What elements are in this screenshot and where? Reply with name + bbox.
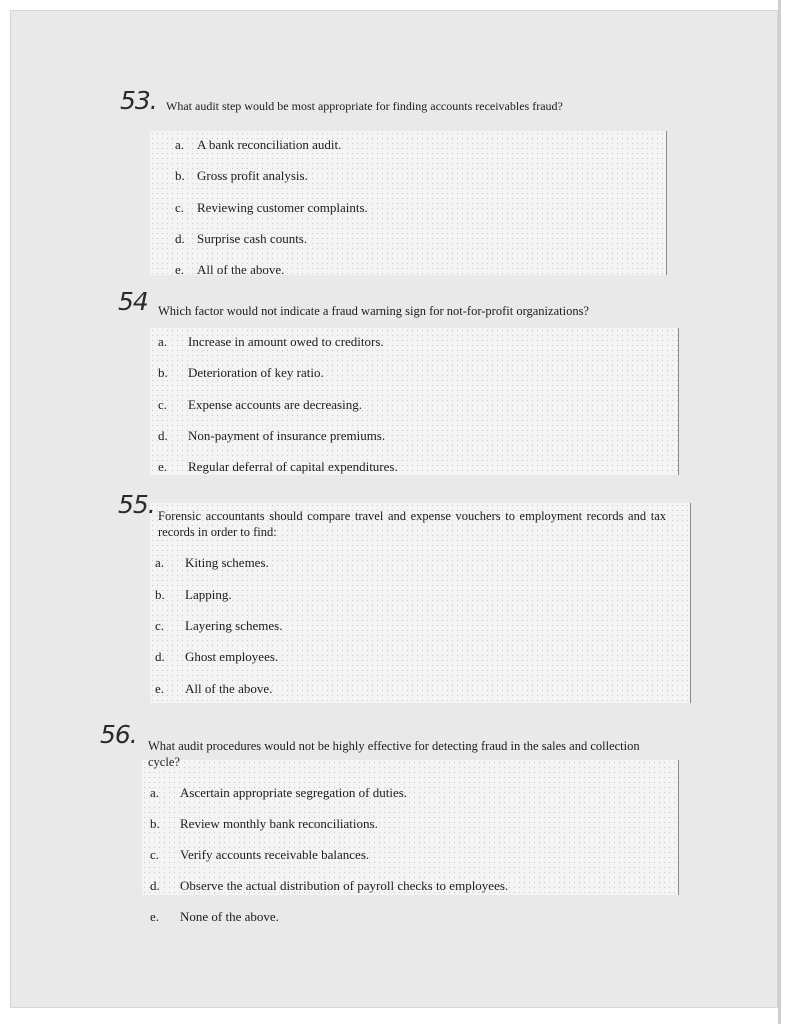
option-text: Layering schemes.	[185, 618, 283, 633]
option-letter: a.	[158, 334, 168, 349]
option-letter: d.	[158, 428, 168, 443]
option-text: Observe the actual distribution of payroll checks to employees.	[180, 878, 509, 893]
question-53-option-d[interactable]	[175, 231, 307, 247]
question-54-stem: Which factor would not indicate a fraud warning sign for not-for-profit organizations?	[158, 304, 589, 318]
option-text: Increase in amount owed to creditors.	[188, 334, 384, 349]
option-text: Review monthly bank reconciliations.	[180, 816, 378, 831]
question-53-stem: What audit step would be most appropriate for finding accounts receivables fraud?	[166, 99, 563, 113]
option-letter: c.	[150, 847, 160, 862]
option-letter: e.	[150, 909, 160, 924]
option-letter: c.	[158, 397, 168, 412]
question-53-number: 53.	[120, 86, 157, 115]
question-55-option-c[interactable]	[155, 618, 282, 634]
question-54-option-e[interactable]	[158, 459, 398, 475]
option-letter: b.	[155, 587, 165, 602]
page-edge	[778, 0, 781, 1024]
question-55-option-e[interactable]	[155, 681, 272, 697]
option-text: Kiting schemes.	[185, 555, 269, 570]
option-text: None of the above.	[180, 909, 279, 924]
option-text: Lapping.	[185, 587, 232, 602]
question-55-number: 55.	[118, 490, 155, 519]
option-text: Surprise cash counts.	[197, 231, 308, 246]
option-text: Gross profit analysis.	[197, 168, 308, 183]
question-56-option-c[interactable]	[150, 847, 369, 863]
option-text: Verify accounts receivable balances.	[180, 847, 370, 862]
option-text: Reviewing customer complaints.	[197, 200, 368, 215]
option-text: Expense accounts are decreasing.	[188, 397, 362, 412]
option-letter: d.	[150, 878, 160, 893]
question-56-option-a[interactable]	[150, 785, 407, 801]
option-text: Regular deferral of capital expenditures.	[188, 459, 398, 474]
option-letter: a.	[150, 785, 160, 800]
question-53-option-c[interactable]	[175, 200, 368, 216]
option-letter: e.	[158, 459, 168, 474]
option-letter: d.	[155, 649, 165, 664]
question-54-option-c[interactable]	[158, 397, 362, 413]
question-55-option-b[interactable]	[155, 587, 232, 603]
question-56-option-e[interactable]	[150, 909, 279, 925]
question-54-number: 54	[118, 287, 148, 316]
option-text: Deterioration of key ratio.	[188, 365, 324, 380]
question-53-option-b[interactable]	[175, 168, 308, 184]
option-letter: c.	[175, 200, 185, 215]
question-53-option-e[interactable]	[175, 262, 284, 278]
question-55-option-a[interactable]	[155, 555, 269, 571]
option-letter: b.	[175, 168, 185, 183]
option-text: All of the above.	[185, 681, 273, 696]
option-text: Non-payment of insurance premiums.	[188, 428, 386, 443]
question-54-option-d[interactable]	[158, 428, 385, 444]
option-letter: d.	[175, 231, 185, 246]
question-54-option-a[interactable]	[158, 334, 384, 350]
option-letter: c.	[155, 618, 165, 633]
option-text: Ascertain appropriate segregation of duties.	[180, 785, 408, 800]
option-letter: a.	[155, 555, 165, 570]
option-text: Ghost employees.	[185, 649, 279, 664]
question-55-stem: Forensic accountants should compare travel and expense vouchers to employment records and tax records in order to find:	[158, 509, 666, 539]
question-55-option-d[interactable]	[155, 649, 278, 665]
option-letter: b.	[158, 365, 168, 380]
question-56-option-d[interactable]	[150, 878, 508, 894]
question-56-number: 56.	[100, 720, 137, 749]
option-letter: a.	[175, 137, 185, 152]
option-letter: b.	[150, 816, 160, 831]
question-54-option-b[interactable]	[158, 365, 324, 381]
option-text: A bank reconciliation audit.	[197, 137, 342, 152]
question-56-option-b[interactable]	[150, 816, 378, 832]
option-text: All of the above.	[197, 262, 285, 277]
question-53-option-a[interactable]	[175, 137, 341, 153]
option-letter: e.	[175, 262, 185, 277]
question-56-stem: What audit procedures would not be highly effective for detecting fraud in the sales and collection cycle?	[148, 739, 640, 769]
option-letter: e.	[155, 681, 165, 696]
